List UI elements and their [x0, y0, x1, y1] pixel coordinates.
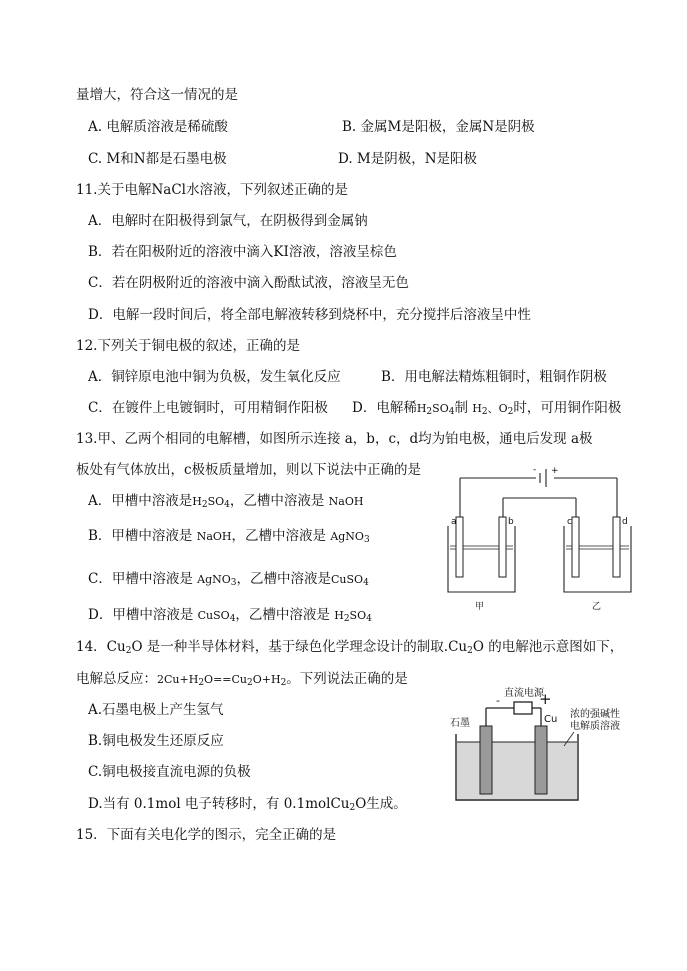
q13-option-d: D．甲槽中溶液是 CuSO$_4$，乙槽中溶液是 $H_2SO_4$ [88, 607, 372, 624]
q14-electrolysis-figure [446, 676, 638, 808]
q12-option-a: A．铜锌原电池中铜为负极，发生氧化反应 [88, 369, 341, 385]
power-supply-label: 直流电源 [504, 688, 544, 699]
q12-option-b: B．用电解法精炼粗铜时，粗铜作阴极 [381, 369, 607, 385]
q10-option-c: C. M和N都是石墨电极 [88, 151, 227, 167]
q14-option-a: A.石墨电极上产生氢气 [88, 702, 224, 718]
q11-option-a: A．电解时在阳极得到氯气，在阴极得到金属钠 [88, 213, 368, 229]
solution-label-line2: 电解质溶液 [570, 721, 620, 732]
q14-stem-line2: 电解总反应：$2Cu+H_2O==Cu_2O+H_2$。下列说法正确的是 [76, 671, 408, 688]
q13-option-c: C．甲槽中溶液是 AgNO$_3$，乙槽中溶液是CuSO$_4$ [88, 571, 369, 588]
electrode-d-label: d [622, 517, 628, 527]
q14-option-d: D.当有 0.1mol 电子转移时，有 0.1molCu$_2$O生成。 [88, 796, 407, 813]
q10-option-d: D. M是阴极，N是阳极 [338, 151, 478, 167]
battery-minus-label: - [533, 465, 537, 475]
q11-stem: 11.关于电解NaCl水溶液，下列叙述正确的是 [76, 182, 348, 198]
tank-jia-label: 甲 [475, 602, 485, 612]
q14-option-c: C.铜电极接直流电源的负极 [88, 764, 251, 780]
power-plus-label: + [539, 690, 552, 708]
q11-option-d: D．电解一段时间后，将全部电解液转移到烧杯中，充分搅拌后溶液呈中性 [88, 307, 531, 323]
q10-stem-tail: 量增大，符合这一情况的是 [76, 87, 238, 103]
q15-stem: 15．下面有关电化学的图示，完全正确的是 [76, 827, 337, 843]
q14-stem-line1: 14．$Cu_2O$ 是一种半导体材料，基于绿色化学理念设计的制取$.Cu_2O$ 的电解池示意图如下， [76, 639, 624, 656]
q13-electrolysis-figure [440, 464, 645, 626]
tank-yi-label: 乙 [592, 602, 602, 612]
q12-option-c: C．在镀件上电镀铜时，可用精铜作阳极 [88, 400, 328, 416]
electrode-c-label: c [567, 517, 572, 527]
q12-option-d: D．电解稀$H_2SO_4$制 $H_2$、$O_2$时，可用铜作阳极 [352, 400, 622, 417]
electrode-a-label: a [451, 517, 457, 527]
q13-stem-line2: 板处有气体放出，c极板质量增加，则以下说法中正确的是 [76, 462, 422, 478]
q12-stem: 12.下列关于铜电极的叙述，正确的是 [76, 338, 300, 354]
copper-label: Cu [544, 714, 558, 725]
electrode-b-label: b [508, 517, 514, 527]
q11-option-b: B．若在阳极附近的溶液中滴入KI溶液，溶液呈棕色 [88, 244, 397, 260]
q13-option-b: B．甲槽中溶液是 NaOH，乙槽中溶液是 AgNO$_3$ [88, 528, 370, 545]
solution-label-line1: 浓的强碱性 [570, 709, 620, 720]
power-minus-label: - [496, 694, 500, 707]
q13-stem-line1: 13.甲、乙两个相同的电解槽，如图所示连接 a，b，c，d均为铂电极，通电后发现 a极 [76, 431, 593, 447]
graphite-label: 石墨 [450, 718, 470, 729]
battery-plus-label: + [551, 466, 559, 476]
q14-option-b: B.铜电极发生还原反应 [88, 733, 224, 749]
q13-option-a: A．甲槽中溶液是$H_2SO_4$，乙槽中溶液是 NaOH [88, 493, 364, 510]
q10-option-a: A. 电解质溶液是稀硫酸 [88, 119, 228, 135]
q11-option-c: C．若在阴极附近的溶液中滴入酚酞试液，溶液呈无色 [88, 275, 409, 291]
q10-option-b: B. 金属M是阳极，金属N是阴极 [342, 119, 535, 135]
